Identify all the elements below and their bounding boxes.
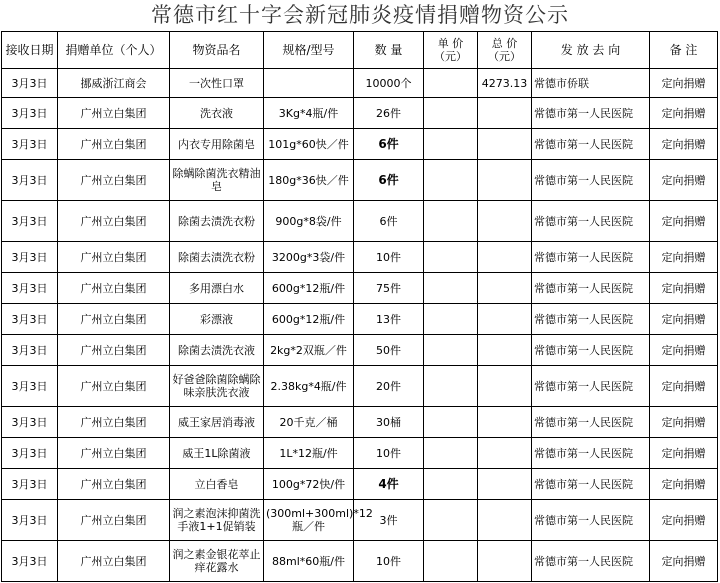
cell-spec: 600g*12瓶/件 bbox=[264, 304, 354, 335]
cell-note: 定向捐赠 bbox=[650, 129, 718, 160]
cell-donor: 广州立白集团 bbox=[58, 407, 170, 438]
cell-qty: 50件 bbox=[354, 335, 424, 366]
table-row bbox=[2, 242, 718, 273]
cell-date: 3月3日 bbox=[2, 335, 58, 366]
table-row bbox=[2, 129, 718, 160]
cell-total bbox=[478, 98, 532, 129]
cell-donor: 广州立白集团 bbox=[58, 304, 170, 335]
cell-dest: 常德市第一人民医院 bbox=[532, 201, 650, 242]
cell-item: 除菌去渍洗衣粉 bbox=[170, 201, 264, 242]
cell-qty: 4件 bbox=[354, 469, 424, 500]
cell-dest: 常德市第一人民医院 bbox=[532, 242, 650, 273]
cell-item: 彩漂液 bbox=[170, 304, 264, 335]
cell-item: 立白香皂 bbox=[170, 469, 264, 500]
header-total-line1: 总 价 bbox=[491, 37, 518, 50]
cell-item: 润之素金银花萃止痒花露水 bbox=[170, 541, 264, 582]
table-row bbox=[2, 335, 718, 366]
cell-note: 定向捐赠 bbox=[650, 335, 718, 366]
cell-date: 3月3日 bbox=[2, 407, 58, 438]
cell-qty: 26件 bbox=[354, 98, 424, 129]
cell-date: 3月3日 bbox=[2, 541, 58, 582]
cell-note: 定向捐赠 bbox=[650, 366, 718, 407]
cell-total bbox=[478, 366, 532, 407]
cell-item: 洗衣液 bbox=[170, 98, 264, 129]
cell-total bbox=[478, 160, 532, 201]
cell-date: 3月3日 bbox=[2, 438, 58, 469]
cell-total: 4273.13 bbox=[478, 69, 532, 98]
cell-total bbox=[478, 129, 532, 160]
table-row bbox=[2, 273, 718, 304]
cell-item: 润之素泡沫抑菌洗手液1+1促销装 bbox=[170, 500, 264, 541]
cell-total bbox=[478, 407, 532, 438]
cell-total bbox=[478, 304, 532, 335]
table-body bbox=[2, 69, 718, 582]
cell-note: 定向捐赠 bbox=[650, 438, 718, 469]
cell-note: 定向捐赠 bbox=[650, 273, 718, 304]
cell-qty: 3件 bbox=[354, 500, 424, 541]
cell-unit-price bbox=[424, 407, 478, 438]
cell-donor: 广州立白集团 bbox=[58, 541, 170, 582]
cell-spec: 88ml*60瓶/件 bbox=[264, 541, 354, 582]
cell-unit-price bbox=[424, 366, 478, 407]
cell-note: 定向捐赠 bbox=[650, 160, 718, 201]
cell-unit-price bbox=[424, 335, 478, 366]
cell-qty: 10件 bbox=[354, 541, 424, 582]
cell-donor: 广州立白集团 bbox=[58, 98, 170, 129]
cell-unit-price bbox=[424, 98, 478, 129]
cell-spec: 1L*12瓶/件 bbox=[264, 438, 354, 469]
cell-unit-price bbox=[424, 201, 478, 242]
cell-donor: 广州立白集团 bbox=[58, 438, 170, 469]
cell-unit-price bbox=[424, 242, 478, 273]
cell-qty: 10件 bbox=[354, 242, 424, 273]
table-row bbox=[2, 500, 718, 541]
cell-donor: 广州立白集团 bbox=[58, 500, 170, 541]
header-spec: 规格/型号 bbox=[264, 32, 354, 69]
cell-note: 定向捐赠 bbox=[650, 407, 718, 438]
cell-spec: 2kg*2双瓶／件 bbox=[264, 335, 354, 366]
cell-unit-price bbox=[424, 500, 478, 541]
cell-qty: 30桶 bbox=[354, 407, 424, 438]
cell-item: 威王1L除菌液 bbox=[170, 438, 264, 469]
page-title: 常德市红十字会新冠肺炎疫情捐赠物资公示 bbox=[151, 3, 569, 27]
cell-spec: 20千克／桶 bbox=[264, 407, 354, 438]
cell-total bbox=[478, 201, 532, 242]
header-unit-price bbox=[424, 32, 478, 69]
header-dest: 发 放 去 向 bbox=[532, 32, 650, 69]
cell-spec: 101g*60快／件 bbox=[264, 129, 354, 160]
cell-item: 除菌去渍洗衣粉 bbox=[170, 242, 264, 273]
header-total bbox=[478, 32, 532, 69]
cell-total bbox=[478, 242, 532, 273]
cell-note: 定向捐赠 bbox=[650, 242, 718, 273]
cell-qty: 10000个 bbox=[354, 69, 424, 98]
table-row bbox=[2, 98, 718, 129]
cell-dest: 常德市第一人民医院 bbox=[532, 407, 650, 438]
cell-dest: 常德市第一人民医院 bbox=[532, 500, 650, 541]
cell-item: 好爸爸除菌除螨除味亲肤洗衣液 bbox=[170, 366, 264, 407]
cell-unit-price bbox=[424, 304, 478, 335]
cell-spec: (300ml+300ml)*12瓶／件 bbox=[264, 500, 354, 541]
cell-item: 除菌去渍洗衣液 bbox=[170, 335, 264, 366]
cell-note: 定向捐赠 bbox=[650, 500, 718, 541]
cell-unit-price bbox=[424, 541, 478, 582]
table-row bbox=[2, 201, 718, 242]
cell-date: 3月3日 bbox=[2, 129, 58, 160]
cell-note: 定向捐赠 bbox=[650, 304, 718, 335]
cell-donor: 广州立白集团 bbox=[58, 469, 170, 500]
cell-spec: 600g*12瓶/件 bbox=[264, 273, 354, 304]
cell-item: 内衣专用除菌皂 bbox=[170, 129, 264, 160]
table-row bbox=[2, 160, 718, 201]
header-total-line2: （元） bbox=[488, 50, 521, 63]
cell-total bbox=[478, 335, 532, 366]
cell-total bbox=[478, 541, 532, 582]
cell-qty: 10件 bbox=[354, 438, 424, 469]
cell-donor: 广州立白集团 bbox=[58, 201, 170, 242]
cell-dest: 常德市第一人民医院 bbox=[532, 304, 650, 335]
cell-date: 3月3日 bbox=[2, 69, 58, 98]
cell-qty: 75件 bbox=[354, 273, 424, 304]
cell-date: 3月3日 bbox=[2, 201, 58, 242]
header-date: 接收日期 bbox=[2, 32, 58, 69]
cell-dest: 常德市第一人民医院 bbox=[532, 335, 650, 366]
table-row bbox=[2, 69, 718, 98]
cell-note: 定向捐赠 bbox=[650, 469, 718, 500]
header-donor: 捐赠单位（个人） bbox=[58, 32, 170, 69]
cell-qty: 20件 bbox=[354, 366, 424, 407]
cell-qty: 6件 bbox=[354, 201, 424, 242]
cell-date: 3月3日 bbox=[2, 304, 58, 335]
cell-donor: 广州立白集团 bbox=[58, 273, 170, 304]
cell-spec: 2.38kg*4瓶/件 bbox=[264, 366, 354, 407]
cell-spec: 3Kg*4瓶/件 bbox=[264, 98, 354, 129]
cell-item: 除螨除菌洗衣精油皂 bbox=[170, 160, 264, 201]
cell-qty: 13件 bbox=[354, 304, 424, 335]
cell-donor: 挪威浙江商会 bbox=[58, 69, 170, 98]
table-row bbox=[2, 541, 718, 582]
cell-note: 定向捐赠 bbox=[650, 541, 718, 582]
cell-total bbox=[478, 469, 532, 500]
cell-dest: 常德市第一人民医院 bbox=[532, 98, 650, 129]
header-note: 备 注 bbox=[650, 32, 718, 69]
cell-spec: 100g*72快/件 bbox=[264, 469, 354, 500]
cell-spec: 900g*8袋/件 bbox=[264, 201, 354, 242]
cell-date: 3月3日 bbox=[2, 500, 58, 541]
cell-unit-price bbox=[424, 129, 478, 160]
cell-spec: 3200g*3袋/件 bbox=[264, 242, 354, 273]
header-unit-price-line1: 单 价 bbox=[437, 37, 464, 50]
cell-date: 3月3日 bbox=[2, 273, 58, 304]
cell-spec: 180g*36快／件 bbox=[264, 160, 354, 201]
cell-note: 定向捐赠 bbox=[650, 98, 718, 129]
cell-qty: 6件 bbox=[354, 160, 424, 201]
cell-note: 定向捐赠 bbox=[650, 201, 718, 242]
cell-item: 一次性口罩 bbox=[170, 69, 264, 98]
cell-dest: 常德市第一人民医院 bbox=[532, 366, 650, 407]
cell-dest: 常德市第一人民医院 bbox=[532, 160, 650, 201]
cell-total bbox=[478, 500, 532, 541]
cell-note: 定向捐赠 bbox=[650, 69, 718, 98]
cell-date: 3月3日 bbox=[2, 366, 58, 407]
cell-donor: 广州立白集团 bbox=[58, 366, 170, 407]
donation-table bbox=[1, 31, 718, 582]
cell-dest: 常德市第一人民医院 bbox=[532, 438, 650, 469]
cell-qty: 6件 bbox=[354, 129, 424, 160]
cell-unit-price bbox=[424, 273, 478, 304]
cell-donor: 广州立白集团 bbox=[58, 242, 170, 273]
cell-donor: 广州立白集团 bbox=[58, 335, 170, 366]
cell-dest: 常德市侨联 bbox=[532, 69, 650, 98]
cell-donor: 广州立白集团 bbox=[58, 160, 170, 201]
cell-item: 多用漂白水 bbox=[170, 273, 264, 304]
cell-dest: 常德市第一人民医院 bbox=[532, 273, 650, 304]
cell-dest: 常德市第一人民医院 bbox=[532, 129, 650, 160]
header-qty: 数 量 bbox=[354, 32, 424, 69]
header-unit-price-line2: （元） bbox=[434, 50, 467, 63]
cell-date: 3月3日 bbox=[2, 98, 58, 129]
header-row bbox=[2, 32, 718, 69]
cell-unit-price bbox=[424, 160, 478, 201]
table-row bbox=[2, 407, 718, 438]
cell-dest: 常德市第一人民医院 bbox=[532, 541, 650, 582]
cell-total bbox=[478, 273, 532, 304]
cell-item: 威王家居消毒液 bbox=[170, 407, 264, 438]
table-row bbox=[2, 438, 718, 469]
cell-date: 3月3日 bbox=[2, 469, 58, 500]
header-item: 物资品名 bbox=[170, 32, 264, 69]
cell-date: 3月3日 bbox=[2, 160, 58, 201]
cell-unit-price bbox=[424, 69, 478, 98]
cell-date: 3月3日 bbox=[2, 242, 58, 273]
cell-total bbox=[478, 438, 532, 469]
cell-unit-price bbox=[424, 438, 478, 469]
cell-unit-price bbox=[424, 469, 478, 500]
table-row bbox=[2, 366, 718, 407]
table-row bbox=[2, 304, 718, 335]
table-row bbox=[2, 469, 718, 500]
cell-donor: 广州立白集团 bbox=[58, 129, 170, 160]
cell-dest: 常德市第一人民医院 bbox=[532, 469, 650, 500]
cell-spec bbox=[264, 69, 354, 98]
